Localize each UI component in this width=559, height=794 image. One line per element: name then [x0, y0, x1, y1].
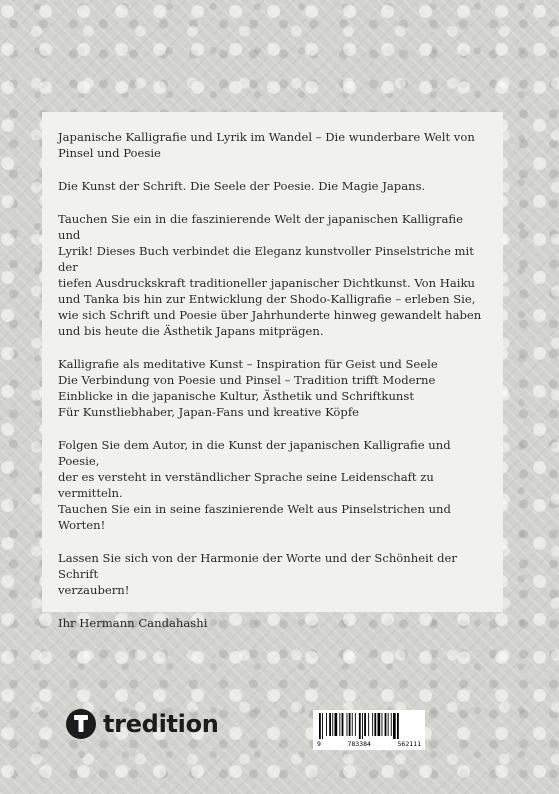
barcode-bar [329, 713, 331, 736]
barcode-bar [368, 713, 369, 736]
barcode-bar [362, 713, 363, 739]
barcode-bar [382, 713, 383, 736]
barcode-bar [319, 713, 321, 739]
blurb-feature-list: Kalligrafie als meditative Kunst – Inspiration für Geist und Seele Die Verbindung von Poesie und Pinsel – Tradition trifft Moderne Einblicke in die japanische Kultur, Ästhetik und Schriftkunst Für Kunstliebhaber, Japan-Fans und kreative Köpfe [58, 357, 438, 419]
barcode-bar [364, 713, 366, 736]
barcode-bar [326, 713, 327, 736]
barcode-bar [355, 713, 356, 736]
barcode-bar [339, 713, 340, 736]
barcode-group-right: 562111 [397, 740, 421, 748]
barcode-lead-digit: 9 [317, 740, 321, 748]
barcode-bar [391, 713, 392, 736]
blurb-closing-paragraph: Lassen Sie sich von der Harmonie der Worte und der Schönheit der Schrift verzaubern! [58, 551, 457, 597]
barcode-group-left: 783384 [347, 740, 371, 748]
barcode-digits [317, 740, 421, 748]
barcode-bar [385, 713, 387, 736]
blurb-tagline: Die Kunst der Schrift. Die Seele der Poesie. Die Magie Japans. [58, 179, 426, 193]
barcode-bar [342, 713, 344, 736]
barcode-bar [347, 713, 348, 736]
barcode-bar [397, 713, 399, 739]
back-cover-blurb-panel [42, 112, 503, 630]
barcode-bar [393, 713, 396, 739]
blurb-headline: Japanische Kalligrafie und Lyrik im Wandel – Die wunderbare Welt von Pinsel und Poesie [58, 130, 475, 160]
publisher-name: tredition [103, 710, 219, 738]
barcode-bar [335, 713, 338, 736]
blurb-signature: Ihr Hermann Candahashi [58, 616, 208, 630]
barcode-bar [359, 713, 361, 739]
barcode-bar [372, 713, 373, 736]
barcode-bar [322, 713, 323, 739]
barcode-bar [388, 713, 389, 736]
barcode-bar [332, 713, 333, 736]
barcode-bars [317, 713, 421, 739]
isbn-barcode [313, 710, 425, 750]
barcode-bar [374, 713, 376, 736]
blurb-intro-paragraph: Tauchen Sie ein in die faszinierende Welt der japanischen Kalligrafie und Lyrik! Dieses Buch verbindet die Eleganz kunstvoller Pinselstriche mit der tiefen Ausdruckskraft traditioneller japanischer Dichtkunst. Von Haiku und Tanka bis hin zur Entwicklung der Shodo-Kalligrafie – erleben Sie, wie sich Schrift und Poesie über Jahrhunderte hinweg gewandelt haben und bis heute die Ästhetik Japans mitprägen. [58, 212, 482, 338]
blurb-author-paragraph: Folgen Sie dem Autor, in die Kunst der japanischen Kalligrafie und Poesie, der es versteht in verständlicher Sprache seine Leidenschaft zu vermitteln. Tauchen Sie ein in seine faszinierende Welt aus Pinselstrichen und Worten! [58, 438, 451, 532]
barcode-bar [352, 713, 353, 736]
barcode-bar [349, 713, 351, 736]
publisher-logo [66, 708, 219, 740]
barcode-bar [378, 713, 381, 736]
tredition-logo-icon [66, 709, 96, 739]
